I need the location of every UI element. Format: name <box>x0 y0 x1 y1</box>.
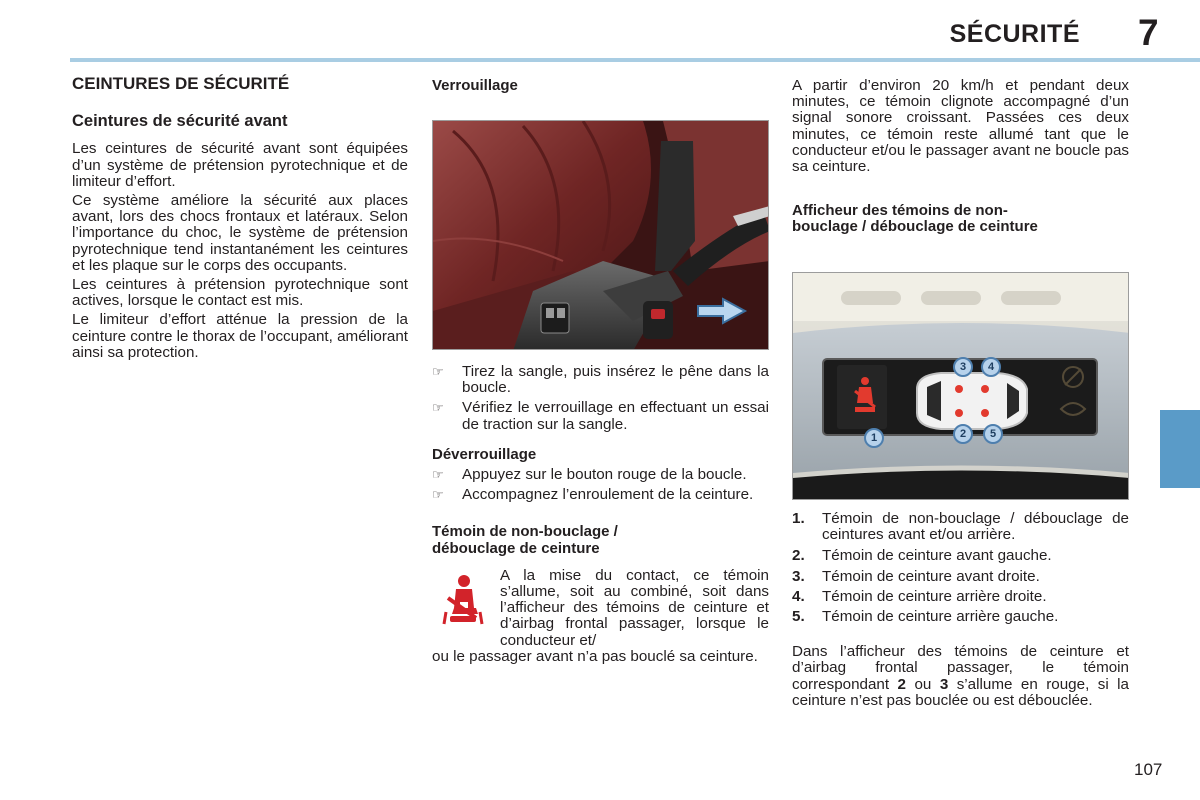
warning-text: ou le passager avant n’a pas bouclé sa ceinture. <box>432 647 758 665</box>
chapter-number: 7 <box>1138 12 1159 53</box>
dashboard-display-image <box>793 273 1129 500</box>
unlock-heading: Déverrouillage <box>432 445 537 463</box>
callout-5: 5 <box>983 424 1003 444</box>
callout-2: 2 <box>953 424 973 444</box>
seatbelt-buckle-image <box>433 121 769 350</box>
callout-1: 1 <box>864 428 884 448</box>
legend-item: 1. Témoin de non-bouclage / débouclage de ceintures avant et/ou arrière. <box>792 510 1129 544</box>
pointing-hand-icon: ☞ <box>432 364 444 379</box>
seatbelt-illustration <box>432 120 769 350</box>
warning-block <box>432 568 769 665</box>
lock-step: ☞ Tirez la sangle, puis insérez le pêne dans la boucle. <box>432 363 769 397</box>
display-heading: Afficheur des témoins de non- bouclage / débouclage de ceinture <box>792 202 1038 236</box>
warning-heading: Témoin de non-bouclage / débouclage de ceinture <box>432 523 618 557</box>
callout-3: 3 <box>953 357 973 377</box>
column-2 <box>432 78 769 94</box>
subsection-heading: Ceintures de sécurité avant <box>72 112 288 131</box>
paragraph: Le limiteur d’effort atténue la pression de la ceinture contre le thorax de l’occupant, améliorant ainsi sa protection. <box>72 311 409 361</box>
column-2-lower <box>432 364 769 665</box>
pointing-hand-icon: ☞ <box>432 467 444 483</box>
column-1 <box>72 76 408 361</box>
paragraph: A partir d’environ 20 km/h et pendant deux minutes, ce témoin clignote accompagné d’un signal sonore croissant. Passées ces deux minutes, ce témoin reste allumé tant que le conducteur et/ou le passager avant ne boucle pas sa ceinture. <box>792 77 1129 176</box>
page-number: 107 <box>1134 760 1163 779</box>
unlock-step: ☞ Appuyez sur le bouton rouge de la boucle. <box>432 466 747 484</box>
paragraph: Ce système améliore la sécurité aux places avant, lors des chocs frontaux et latéraux. Selon l’importance du choc, le système de prétension pyrotechnique tend instantanément les ceintures et les plaque sur le corps des occupants. <box>72 192 408 274</box>
column-3 <box>792 78 1129 236</box>
legend-item: 4. Témoin de ceinture arrière droite. <box>792 587 1047 605</box>
closing-paragraph: Dans l’afficheur des témoins de ceinture et d’airbag frontal passager, le témoin correspondant 2 ou 3 s’allume en rouge, si la ceinture n’est pas bouclée ou est débouclée. <box>792 643 1129 709</box>
legend-item: 5. Témoin de ceinture arrière gauche. <box>792 608 1059 626</box>
section-heading: CEINTURES DE SÉCURITÉ <box>72 74 290 93</box>
column-3-lower <box>792 511 1129 709</box>
warning-text: A la mise du contact, ce témoin s’allume, soit au combiné, soit dans l’afficheur des témoins de ceinture et d’airbag frontal passager, lorsque le conducteur et/ <box>500 566 769 649</box>
seatbelt-warning-icon <box>440 574 484 626</box>
paragraph: Les ceintures de sécurité avant sont équipées d’un système de prétension pyrotechnique et de limiteur d’effort. <box>72 140 408 190</box>
pointing-hand-icon: ☞ <box>432 487 444 503</box>
unlock-step: ☞ Accompagnez l’enroulement de la ceinture. <box>432 486 754 504</box>
chapter-side-tab <box>1160 410 1200 488</box>
chapter-title: SÉCURITÉ <box>949 20 1080 48</box>
warning-display-illustration <box>792 272 1129 500</box>
legend-item: 2. Témoin de ceinture avant gauche. <box>792 547 1052 565</box>
legend-item: 3. Témoin de ceinture avant droite. <box>792 567 1040 585</box>
callout-4: 4 <box>981 357 1001 377</box>
paragraph: Les ceintures à prétension pyrotechnique sont actives, lorsque le contact est mis. <box>72 276 408 310</box>
header-rule <box>70 58 1200 62</box>
pointing-hand-icon: ☞ <box>432 400 444 416</box>
lock-step: ☞ Vérifiez le verrouillage en effectuant un essai de traction sur la sangle. <box>432 399 769 433</box>
lock-heading: Verrouillage <box>432 77 518 94</box>
